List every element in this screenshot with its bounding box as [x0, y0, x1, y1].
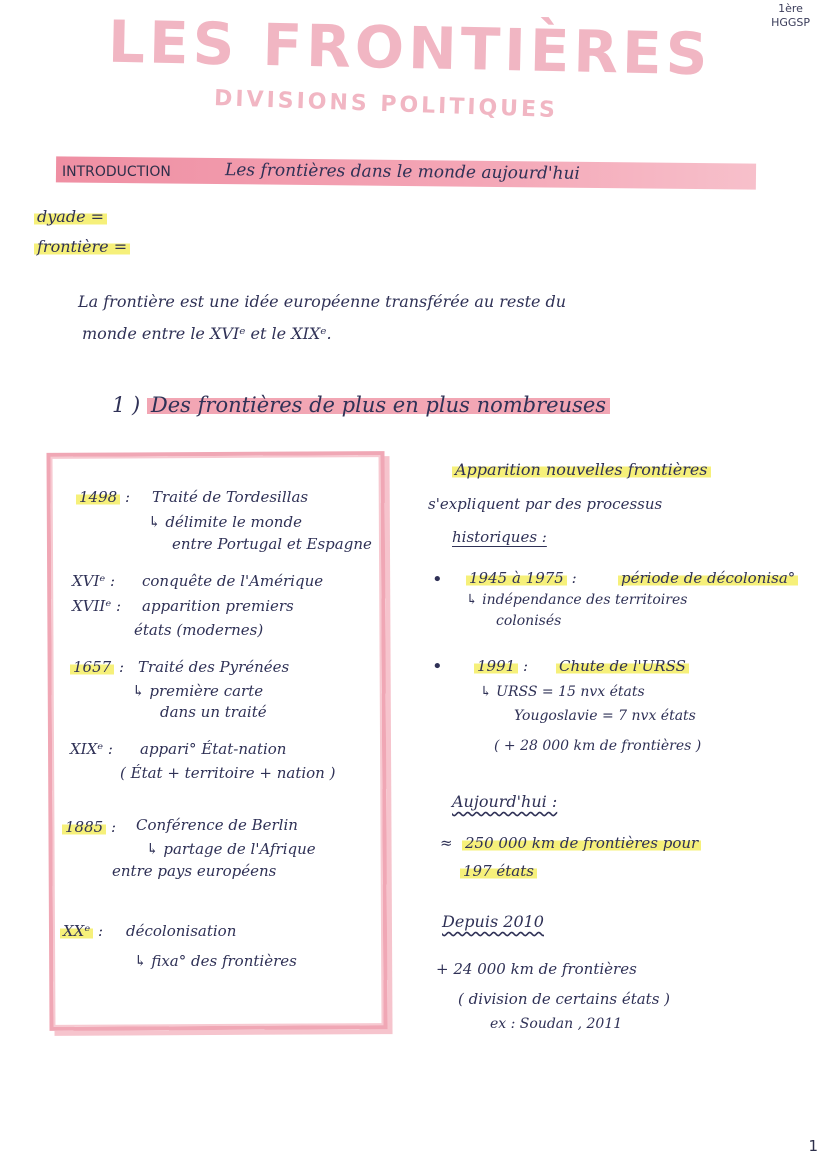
- page-subtitle: DIVISIONS POLITIQUES: [213, 86, 559, 123]
- today-line-2: 197 états: [460, 862, 537, 880]
- page-number: 1: [808, 1137, 818, 1155]
- timeline-text: ↳ délimite le monde: [148, 513, 302, 531]
- timeline-text: dans un traité: [160, 703, 267, 721]
- section-1-number: 1 ): [112, 393, 141, 417]
- definition-dyade: [34, 207, 107, 226]
- timeline-year: XXᵉ :: [60, 922, 103, 940]
- section-1-heading: [112, 393, 610, 417]
- since-line-3: ex : Soudan , 2011: [490, 1016, 623, 1032]
- timeline-text: ↳ première carte: [132, 682, 264, 700]
- timeline-text: ( État + territoire + nation ): [120, 764, 336, 782]
- frontiere-term: frontière =: [34, 237, 130, 256]
- bullet-1-year: 1945 à 1975 :: [466, 569, 577, 587]
- timeline-text: Traité de Tordesillas: [152, 488, 309, 506]
- bullet-dot: •: [432, 656, 443, 677]
- bullet-2-sub-1: ↳ URSS = 15 nvx états: [480, 684, 645, 700]
- intro-label: INTRODUCTION: [62, 164, 171, 180]
- dyade-term: dyade =: [34, 207, 107, 226]
- timeline-year: XVIIᵉ :: [72, 597, 121, 615]
- timeline-text: décolonisation: [126, 922, 237, 940]
- timeline-text: apparition premiers: [142, 597, 294, 615]
- today-title: Aujourd'hui :: [452, 792, 558, 811]
- since-line-1: + 24 000 km de frontières: [436, 960, 637, 978]
- bullet-2-sub-2: Yougoslavie = 7 nvx états: [514, 708, 696, 724]
- timeline-year: 1657 :: [70, 658, 124, 676]
- timeline-text: appari° État-nation: [140, 740, 287, 758]
- timeline-text: états (modernes): [134, 621, 264, 639]
- timeline-text: Traité des Pyrénées: [138, 658, 290, 676]
- timeline-text: entre pays européens: [112, 862, 277, 880]
- level-grade: 1ère: [778, 2, 803, 15]
- bullet-1-sub-2: colonisés: [496, 613, 562, 629]
- intro-heading: Les frontières dans le monde aujourd'hui: [224, 160, 581, 184]
- timeline-year: 1498 :: [76, 488, 130, 506]
- timeline-year: XIXᵉ :: [70, 740, 113, 758]
- timeline-text: ↳ fixa° des frontières: [134, 952, 297, 970]
- intro-sentence-line-1: La frontière est une idée européenne transférée au reste du: [78, 292, 567, 311]
- since-line-2: ( division de certains états ): [458, 990, 671, 1008]
- bullet-1-text: période de décolonisa°: [618, 569, 798, 587]
- course-level: [771, 2, 810, 30]
- since-title: Depuis 2010: [442, 912, 544, 931]
- section-1-title: Des frontières de plus en plus nombreuses: [147, 393, 610, 417]
- intro-sentence-line-2: monde entre le XVIᵉ et le XIXᵉ.: [82, 324, 332, 343]
- today-line-1: 250 000 km de frontières pour: [462, 834, 701, 852]
- timeline-text: ↳ partage de l'Afrique: [146, 840, 316, 858]
- page-title: LES FRONTIÈRES: [107, 7, 713, 89]
- level-course: HGGSP: [771, 16, 810, 29]
- timeline-text: Conférence de Berlin: [136, 816, 298, 834]
- timeline-year: 1885 :: [62, 818, 116, 836]
- timeline-text: conquête de l'Amérique: [142, 572, 324, 590]
- approx-symbol: ≈: [440, 834, 453, 852]
- bullet-dot: •: [432, 569, 443, 590]
- bullet-2-year: 1991 :: [474, 657, 528, 675]
- appear-line-1: Apparition nouvelles frontières: [452, 460, 711, 479]
- timeline-text: entre Portugal et Espagne: [172, 535, 372, 553]
- appear-line-3: historiques :: [452, 528, 547, 546]
- bullet-2-sub-3: ( + 28 000 km de frontières ): [494, 738, 702, 754]
- definition-frontiere: [34, 237, 130, 256]
- appear-line-2: s'expliquent par des processus: [428, 495, 663, 513]
- bullet-2-text: Chute de l'URSS: [556, 657, 689, 675]
- bullet-1-sub-1: ↳ indépendance des territoires: [466, 592, 688, 608]
- timeline-year: XVIᵉ :: [72, 572, 116, 590]
